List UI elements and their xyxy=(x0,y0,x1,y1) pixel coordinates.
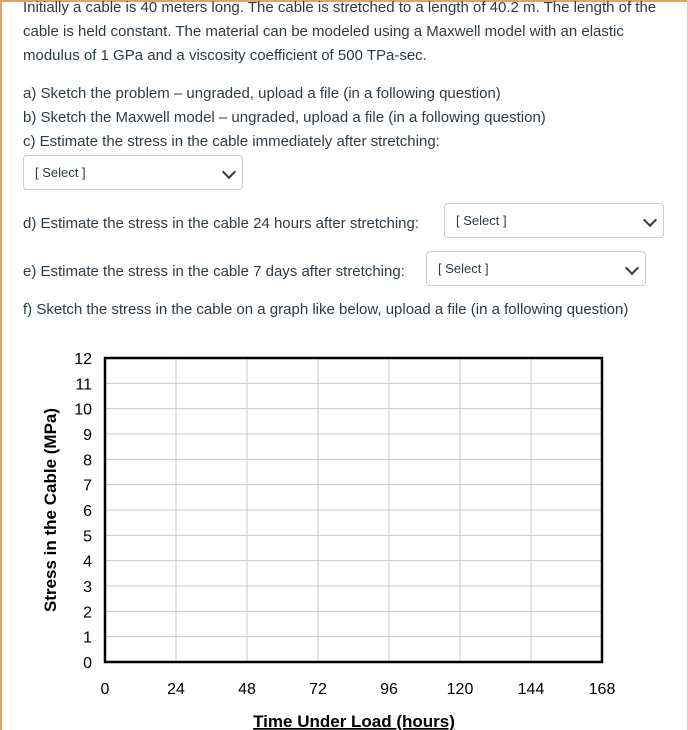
chart-y-tick-label: 10 xyxy=(74,401,92,419)
chart-y-tick-label: 3 xyxy=(83,579,92,596)
chart-y-tick-label: 5 xyxy=(83,528,92,546)
question-b: b) Sketch the Maxwell model – ungraded, upload a file (in a following question) xyxy=(23,109,546,126)
chart-x-axis-label: Time Under Load (hours) xyxy=(253,712,455,730)
chart-y-tick-label: 8 xyxy=(83,452,92,470)
chart-x-tick-label: 96 xyxy=(380,681,398,698)
select-c-dropdown[interactable] xyxy=(23,155,243,190)
select-e-value: [ Select ] xyxy=(438,261,489,276)
select-d-value: [ Select ] xyxy=(456,213,507,228)
question-intro: Initially a cable is 40 meters long. The cable is stretched to a length of 40.2 m. The length of the cable is held constant. The material can be modeled using a Maxwell model with an elastic modulus of 1 GPa and a viscosity coefficient of 500 TPa-sec. xyxy=(23,0,657,64)
question-a: a) Sketch the problem – ungraded, upload a file (in a following question) xyxy=(23,85,501,102)
select-e-dropdown[interactable] xyxy=(426,251,646,286)
chart-x-tick-label: 144 xyxy=(517,681,545,698)
chart-x-tick-label: 48 xyxy=(238,681,256,698)
question-f: f) Sketch the stress in the cable on a graph like below, upload a file (in a following question) xyxy=(23,301,629,318)
chevron-down-icon xyxy=(222,164,236,178)
chart-y-tick-labels xyxy=(74,351,92,672)
question-e: e) Estimate the stress in the cable 7 days after stretching: xyxy=(23,263,405,280)
chart-y-tick-label: 12 xyxy=(74,351,92,368)
chart-x-tick-label: 120 xyxy=(446,681,474,698)
chart-y-axis-label: Stress in the Cable (MPa) xyxy=(41,407,60,613)
stress-graph-chart xyxy=(0,340,688,730)
chart-x-tick-label: 24 xyxy=(167,681,185,698)
chart-x-tick-labels xyxy=(101,681,616,698)
chart-y-tick-label: 7 xyxy=(83,477,92,495)
chart-y-tick-label: 6 xyxy=(83,503,92,520)
question-d: d) Estimate the stress in the cable 24 hours after stretching: xyxy=(23,215,420,232)
question-c: c) Estimate the stress in the cable immediately after stretching: xyxy=(23,133,440,150)
chart-y-tick-label: 2 xyxy=(83,604,92,622)
chart-y-tick-label: 11 xyxy=(75,376,92,394)
chart-y-tick-label: 0 xyxy=(83,655,92,672)
chevron-down-icon xyxy=(625,260,639,274)
select-c-value: [ Select ] xyxy=(35,165,86,180)
chart-y-tick-label: 9 xyxy=(83,427,92,444)
chart-x-tick-label: 72 xyxy=(309,681,327,698)
chart-gridlines xyxy=(105,358,602,662)
chart-y-tick-label: 1 xyxy=(83,629,92,647)
chart-x-tick-label: 0 xyxy=(100,681,110,698)
chevron-down-icon xyxy=(643,212,657,226)
chart-y-tick-label: 4 xyxy=(83,553,92,571)
select-d-dropdown[interactable] xyxy=(444,203,664,238)
chart-x-tick-label: 168 xyxy=(588,681,616,698)
